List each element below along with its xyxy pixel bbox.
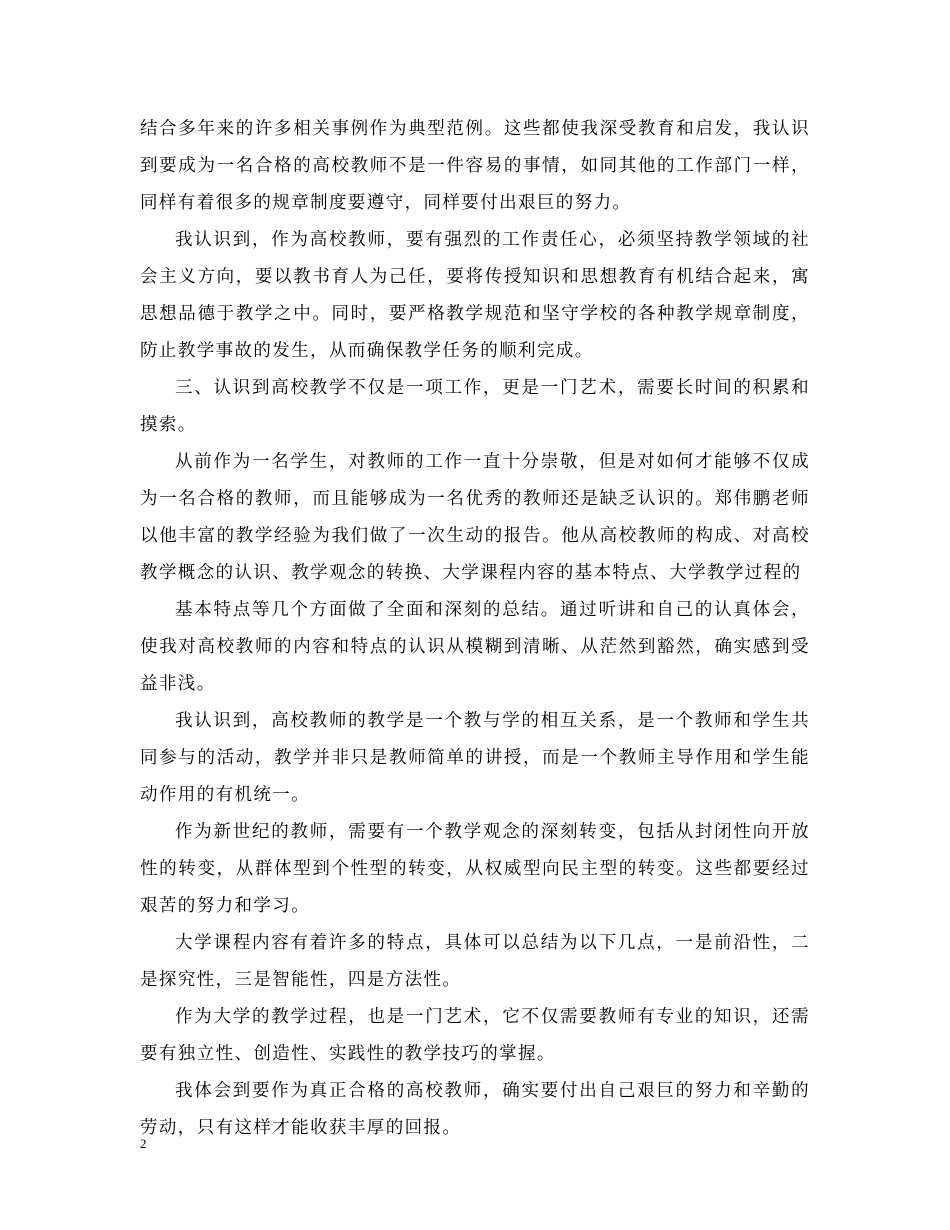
paragraph: 作为大学的教学过程，也是一门艺术，它不仅需要教师有专业的知识，还需要有独立性、创造性、实践性的教学技巧的掌握。	[140, 1007, 810, 1064]
paragraph: 作为新世纪的教师，需要有一个教学观念的深刻转变，包括从封闭性向开放性的转变，从群体型到个性型的转变，从权威型向民主型的转变。这些都要经过艰苦的努力和学习。	[140, 822, 810, 916]
paragraph: 我认识到，高校教师的教学是一个教与学的相互关系，是一个教师和学生共同参与的活动，教学并非只是教师简单的讲授，而是一个教师主导作用和学生能动作用的有机统一。	[140, 711, 810, 805]
paragraph: 结合多年来的许多相关事例作为典型范例。这些都使我深受教育和启发，我认识到要成为一名合格的高校教师不是一件容易的事情，如同其他的工作部门一样，同样有着很多的规章制度要遵守，同样要付出艰巨的努力。	[140, 119, 810, 213]
body-text	[140, 111, 810, 1147]
page-number: 2	[140, 1136, 147, 1151]
paragraph: 大学课程内容有着许多的特点，具体可以总结为以下几点，一是前沿性，二是探究性，三是智能性，四是方法性。	[140, 933, 810, 990]
paragraph: 我体会到要作为真正合格的高校教师，确实要付出自己艰巨的努力和辛勤的劳动，只有这样才能收获丰厚的回报。	[140, 1081, 810, 1138]
paragraph: 三、认识到高校教学不仅是一项工作，更是一门艺术，需要长时间的积累和摸索。	[140, 378, 810, 435]
paragraph: 我认识到，作为高校教师，要有强烈的工作责任心，必须坚持教学领域的社会主义方向，要以教书育人为己任，要将传授知识和思想教育有机结合起来，寓思想品德于教学之中。同时，要严格教学规范和坚守学校的各种教学规章制度，防止教学事故的发生，从而确保教学任务的顺利完成。	[140, 230, 810, 361]
paragraph: 基本特点等几个方面做了全面和深刻的总结。通过听讲和自己的认真体会，使我对高校教师的内容和特点的认识从模糊到清晰、从茫然到豁然，确实感到受益非浅。	[140, 600, 810, 694]
paragraph: 从前作为一名学生，对教师的工作一直十分崇敬，但是对如何才能够不仅成为一名合格的教师，而且能够成为一名优秀的教师还是缺乏认识的。郑伟鹏老师以他丰富的教学经验为我们做了一次生动的报告。他从高校教师的构成、对高校教学概念的认识、教学观念的转换、大学课程内容的基本特点、大学教学过程的	[140, 452, 810, 583]
